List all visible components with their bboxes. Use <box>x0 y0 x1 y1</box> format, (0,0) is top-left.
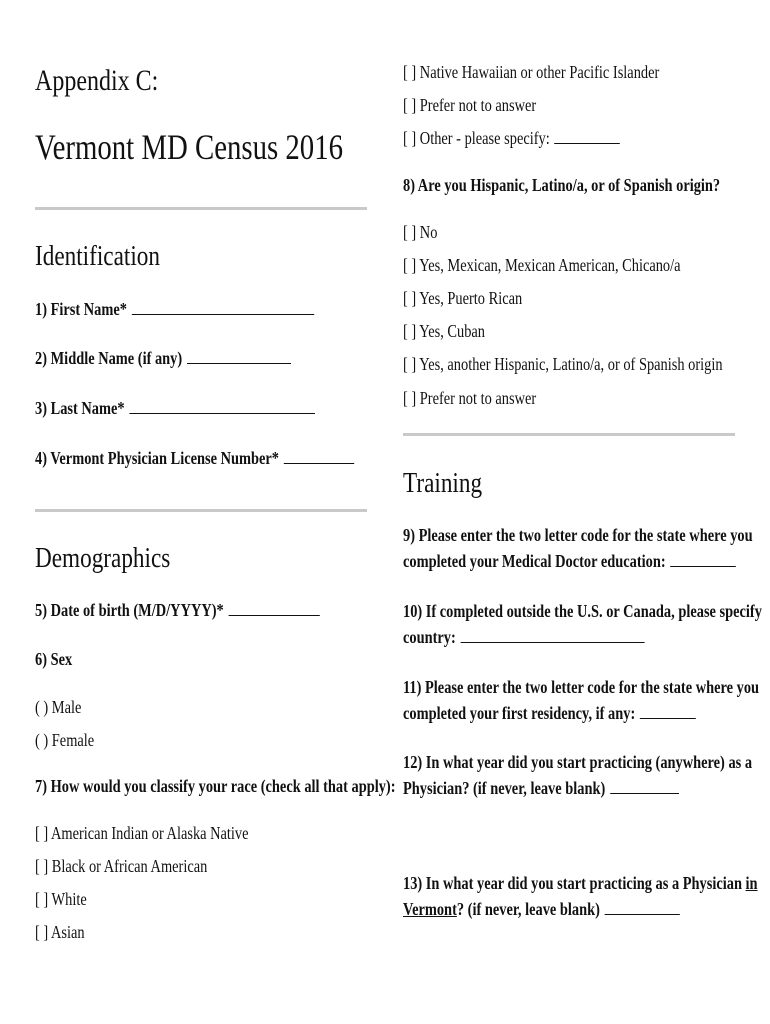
sex-option-male-label: ( ) Male <box>35 697 82 717</box>
race-option-label: [ ] Native Hawaiian or other Pacific Islander <box>403 62 660 82</box>
race-other-field[interactable] <box>555 129 621 144</box>
md-education-country-label-line2: country: <box>403 627 456 647</box>
race-option-label: [ ] Prefer not to answer <box>403 95 537 115</box>
vermont-practice-label-in: in <box>745 873 758 893</box>
hispanic-option-label: [ ] Yes, Mexican, Mexican American, Chicano/a <box>403 255 681 275</box>
middle-name-label: 2) Middle Name (if any) <box>35 348 183 368</box>
training-heading-text: Training <box>403 467 483 499</box>
demographics-heading-text: Demographics <box>35 542 171 574</box>
first-name-question <box>35 299 384 320</box>
residency-state-field[interactable] <box>640 704 696 719</box>
hispanic-option[interactable] <box>403 222 446 243</box>
hispanic-option-label: [ ] Prefer not to answer <box>403 388 537 408</box>
hispanic-label: 8) Are you Hispanic, Latino/a, or of Spanish origin? <box>403 175 721 195</box>
dob-field[interactable] <box>229 601 320 616</box>
race-option-label: [ ] Black or African American <box>35 856 208 876</box>
sex-label: 6) Sex <box>35 649 73 669</box>
hispanic-option-label: [ ] Yes, another Hispanic, Latino/a, or of Spanish origin <box>403 354 723 374</box>
race-option[interactable] <box>403 95 569 116</box>
residency-state-question <box>403 677 770 729</box>
last-name-question <box>35 398 385 419</box>
md-education-country-label-line1: 10) If completed outside the U.S. or Canada, please specify <box>403 601 762 621</box>
vermont-practice-label-line2: ? (if never, leave blank) <box>456 899 600 919</box>
dob-label: 5) Date of birth (M/D/YYYY)* <box>35 600 224 620</box>
race-option[interactable] <box>35 889 100 910</box>
race-label: 7) How would you classify your race (check all that apply): <box>35 776 396 796</box>
divider-identification <box>35 207 367 210</box>
first-name-label: 1) First Name* <box>35 299 127 319</box>
license-number-field[interactable] <box>284 449 354 464</box>
appendix-label <box>35 64 189 98</box>
identification-heading-text: Identification <box>35 240 160 272</box>
sex-option-female-label: ( ) Female <box>35 730 95 750</box>
page-title-text: Vermont MD Census 2016 <box>35 127 343 167</box>
hispanic-option[interactable] <box>403 321 506 342</box>
race-option-label: [ ] White <box>35 889 87 909</box>
vermont-practice-label-vermont: Vermont <box>403 899 457 919</box>
practice-start-year-field[interactable] <box>610 779 679 794</box>
middle-name-field[interactable] <box>187 349 291 364</box>
hispanic-option-label: [ ] No <box>403 222 438 242</box>
middle-name-question <box>35 348 355 369</box>
license-number-question <box>35 448 434 469</box>
race-option-other-label: [ ] Other - please specify: <box>403 128 550 148</box>
race-option-label: [ ] American Indian or Alaska Native <box>35 823 249 843</box>
divider-demographics <box>35 509 367 512</box>
hispanic-option[interactable] <box>403 255 750 276</box>
race-option[interactable] <box>35 922 97 943</box>
race-option-label: [ ] Asian <box>35 922 85 942</box>
divider-training <box>403 433 735 436</box>
md-education-country-field[interactable] <box>461 628 645 643</box>
practice-start-year-question <box>403 752 770 804</box>
race-option[interactable] <box>403 62 723 83</box>
section-heading-training <box>403 467 502 500</box>
page-title <box>35 126 420 168</box>
sex-option-female[interactable] <box>35 730 109 751</box>
practice-start-year-label-line1: 12) In what year did you start practicing (anywhere) as a <box>403 752 753 772</box>
sex-question <box>35 649 82 670</box>
hispanic-option[interactable] <box>403 388 569 409</box>
residency-state-label-line1: 11) Please enter the two letter code for the state where you <box>403 677 760 697</box>
race-option[interactable] <box>35 823 302 844</box>
vermont-practice-start-year-field[interactable] <box>605 900 680 915</box>
license-number-label: 4) Vermont Physician License Number* <box>35 448 279 468</box>
section-heading-identification <box>35 240 191 273</box>
residency-state-label-line2: completed your first residency, if any: <box>403 703 636 723</box>
hispanic-option[interactable] <box>403 354 770 375</box>
last-name-label: 3) Last Name* <box>35 398 125 418</box>
md-education-state-field[interactable] <box>670 552 736 567</box>
practice-start-year-label-line2: Physician? (if never, leave blank) <box>403 778 606 798</box>
sex-option-male[interactable] <box>35 697 93 718</box>
md-education-state-label-line2: completed your Medical Doctor education: <box>403 551 666 571</box>
md-education-state-label-line1: 9) Please enter the two letter code for the state where you <box>403 525 753 545</box>
hispanic-option-label: [ ] Yes, Cuban <box>403 321 486 341</box>
race-option[interactable] <box>35 856 250 877</box>
md-education-state-question <box>403 525 770 577</box>
section-heading-demographics <box>35 542 204 575</box>
md-education-country-question <box>403 601 770 653</box>
first-name-field[interactable] <box>132 300 314 315</box>
hispanic-option[interactable] <box>403 288 552 309</box>
vermont-practice-label-line1: 13) In what year did you start practicing as a Physician <box>403 873 746 893</box>
race-option-other[interactable] <box>403 128 674 149</box>
vermont-practice-start-year-question <box>403 873 770 925</box>
hispanic-option-label: [ ] Yes, Puerto Rican <box>403 288 523 308</box>
hispanic-question <box>403 175 770 196</box>
last-name-field[interactable] <box>129 399 315 414</box>
dob-question <box>35 600 391 621</box>
appendix-text: Appendix C: <box>35 64 159 97</box>
